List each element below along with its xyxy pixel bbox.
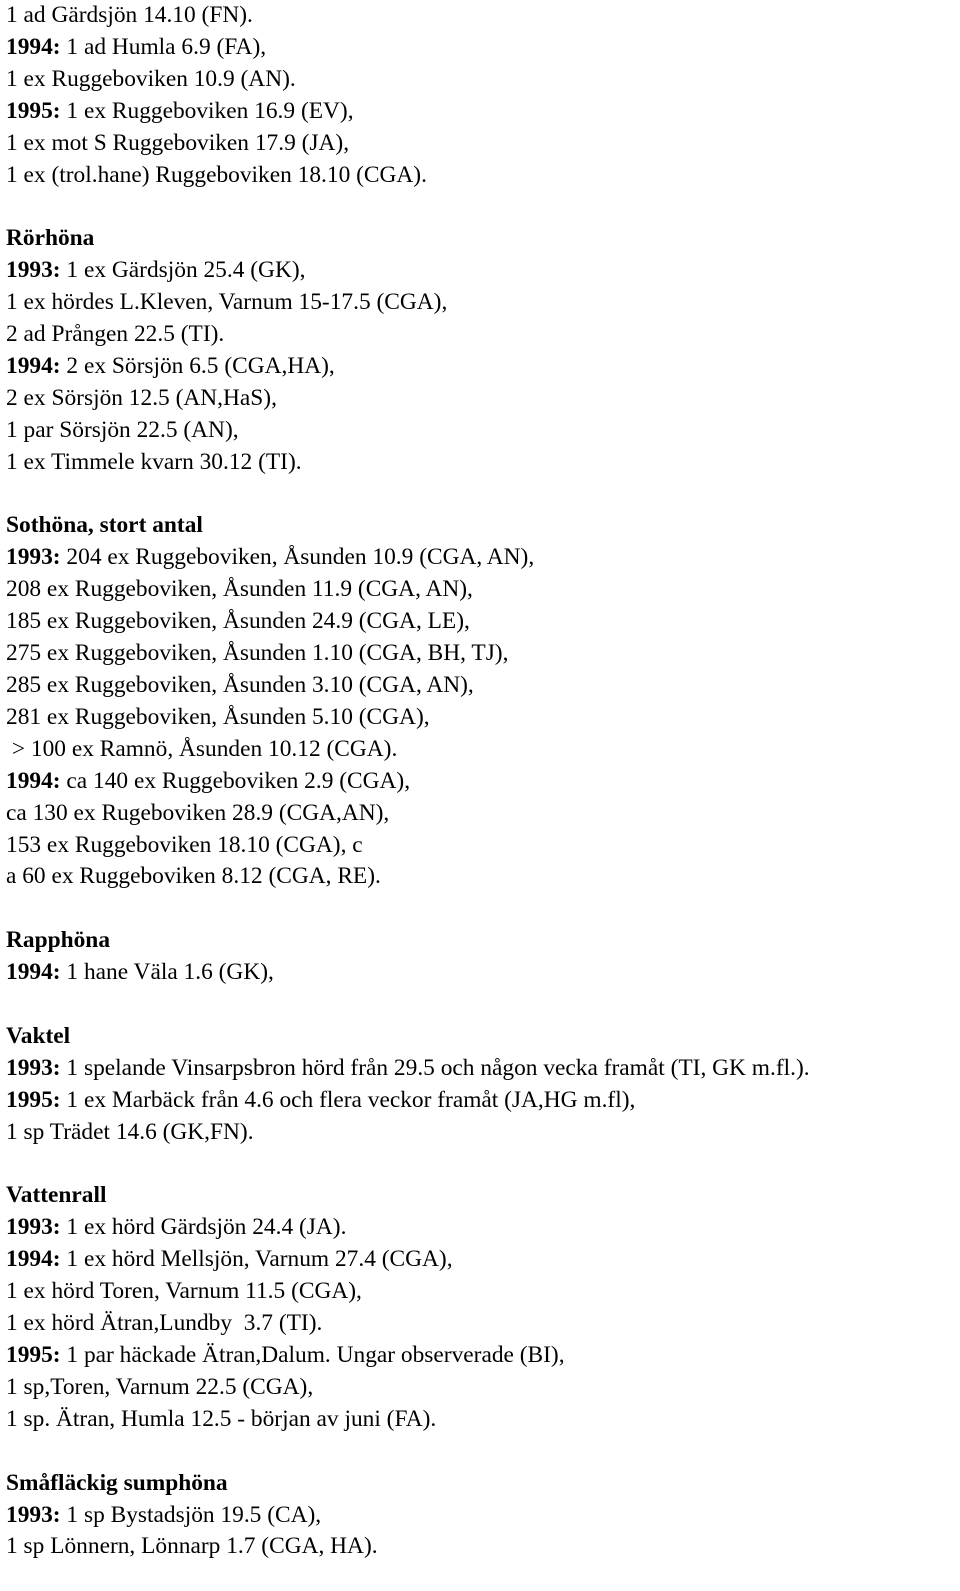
observation-line bbox=[6, 1244, 954, 1276]
observation-text: 1 par häckade Ätran,Dalum. Ungar observerade (BI), bbox=[60, 1341, 565, 1368]
species-heading: Vaktel bbox=[6, 1022, 71, 1049]
blank-line bbox=[6, 191, 954, 223]
year-label: 1995: bbox=[6, 1341, 61, 1368]
observation-text: 208 ex Ruggeboviken, Åsunden 11.9 (CGA, AN), bbox=[6, 576, 473, 603]
observation-text: 1 sp. Ätran, Humla 12.5 - början av juni (FA). bbox=[6, 1405, 437, 1432]
observation-line bbox=[6, 1531, 954, 1563]
observation-line bbox=[6, 1404, 954, 1436]
species-heading: Vattenrall bbox=[6, 1182, 107, 1209]
observation-text: 1 ex hördes L.Kleven, Varnum 15-17.5 (CGA), bbox=[6, 289, 448, 316]
observation-line bbox=[6, 1340, 954, 1372]
observation-text: 1 ex hörd Mellsjön, Varnum 27.4 (CGA), bbox=[60, 1246, 453, 1273]
observation-text: 1 par Sörsjön 22.5 (AN), bbox=[6, 416, 239, 443]
observation-line bbox=[6, 1372, 954, 1404]
year-label: 1994: bbox=[6, 767, 61, 794]
observation-text: 1 sp,Toren, Varnum 22.5 (CGA), bbox=[6, 1373, 314, 1400]
blank-line bbox=[6, 1149, 954, 1181]
observation-text: 1 sp Lönnern, Lönnarp 1.7 (CGA, HA). bbox=[6, 1533, 378, 1560]
observation-text: 185 ex Ruggeboviken, Åsunden 24.9 (CGA, LE), bbox=[6, 608, 470, 635]
observation-line bbox=[6, 606, 954, 638]
species-heading: Småfläckig sumphöna bbox=[6, 1469, 228, 1496]
observation-text: 2 ex Sörsjön 6.5 (CGA,HA), bbox=[60, 352, 335, 379]
observation-line bbox=[6, 255, 954, 287]
observation-text: 1 ex hörd Ätran,Lundby 3.7 (TI). bbox=[6, 1310, 323, 1337]
observation-text: 1 ex Ruggeboviken 16.9 (EV), bbox=[60, 97, 354, 124]
observation-text: 285 ex Ruggeboviken, Åsunden 3.10 (CGA, AN), bbox=[6, 672, 474, 698]
observation-line bbox=[6, 32, 954, 64]
blank-line bbox=[6, 893, 954, 925]
observation-line bbox=[6, 351, 954, 383]
observation-text: 2 ad Prången 22.5 (TI). bbox=[6, 321, 225, 348]
observation-line bbox=[6, 1212, 954, 1244]
observation-text: 1 ex Gärdsjön 25.4 (GK), bbox=[60, 257, 306, 284]
observation-line bbox=[6, 830, 954, 862]
observation-text: 281 ex Ruggeboviken, Åsunden 5.10 (CGA), bbox=[6, 703, 430, 730]
observation-line bbox=[6, 96, 954, 128]
observation-line bbox=[6, 383, 954, 415]
observation-line bbox=[6, 798, 954, 830]
species-heading: Rapphöna bbox=[6, 927, 111, 954]
observation-line bbox=[6, 415, 954, 447]
observation-line bbox=[6, 542, 954, 574]
year-label: 1993: bbox=[6, 1214, 61, 1241]
observation-text: 2 ex Sörsjön 12.5 (AN,HaS), bbox=[6, 384, 277, 411]
observation-line bbox=[6, 702, 954, 734]
blank-line bbox=[6, 989, 954, 1021]
observation-line bbox=[6, 160, 954, 192]
observation-line bbox=[6, 638, 954, 670]
observation-text: ca 140 ex Ruggeboviken 2.9 (CGA), bbox=[60, 767, 411, 794]
blank-line bbox=[6, 479, 954, 511]
observation-line bbox=[6, 1500, 954, 1532]
observation-text: 1 ex hörd Toren, Varnum 11.5 (CGA), bbox=[6, 1278, 362, 1305]
observation-line bbox=[6, 1276, 954, 1308]
observation-line bbox=[6, 1117, 954, 1149]
observation-text: > 100 ex Ramnö, Åsunden 10.12 (CGA). bbox=[6, 735, 398, 762]
observation-text: 1 ex (trol.hane) Ruggeboviken 18.10 (CGA). bbox=[6, 161, 427, 188]
observation-line bbox=[6, 670, 954, 702]
observation-line bbox=[6, 1085, 954, 1117]
year-label: 1993: bbox=[6, 1501, 61, 1528]
observation-line bbox=[6, 319, 954, 351]
year-label: 1993: bbox=[6, 1054, 61, 1081]
observation-line bbox=[6, 1308, 954, 1340]
observation-line bbox=[6, 0, 954, 32]
year-label: 1993: bbox=[6, 257, 61, 284]
observation-line bbox=[6, 574, 954, 606]
observation-line bbox=[6, 861, 954, 893]
observation-text: 1 ad Humla 6.9 (FA), bbox=[60, 33, 267, 60]
observation-line bbox=[6, 766, 954, 798]
species-heading: Sothöna, stort antal bbox=[6, 512, 203, 539]
observation-text: 1 ex Timmele kvarn 30.12 (TI). bbox=[6, 448, 302, 475]
year-label: 1995: bbox=[6, 97, 61, 124]
observation-line bbox=[6, 447, 954, 479]
year-label: 1993: bbox=[6, 544, 61, 571]
observation-line bbox=[6, 957, 954, 989]
observation-text: 1 spelande Vinsarpsbron hörd från 29.5 och någon vecka framåt (TI, GK m.fl.). bbox=[60, 1054, 810, 1081]
observation-text: 275 ex Ruggeboviken, Åsunden 1.10 (CGA, BH, TJ), bbox=[6, 640, 509, 667]
observation-line bbox=[6, 287, 954, 319]
observation-text: 1 ex hörd Gärdsjön 24.4 (JA). bbox=[60, 1214, 347, 1241]
year-label: 1994: bbox=[6, 33, 61, 60]
year-label: 1994: bbox=[6, 1246, 61, 1273]
observation-text: 153 ex Ruggeboviken 18.10 (CGA), c bbox=[6, 831, 363, 858]
species-heading: Rörhöna bbox=[6, 225, 95, 252]
year-label: 1994: bbox=[6, 959, 61, 986]
observation-text: 204 ex Ruggeboviken, Åsunden 10.9 (CGA, AN), bbox=[60, 544, 535, 571]
observation-text: 1 hane Väla 1.6 (GK), bbox=[60, 959, 274, 986]
observation-text: a 60 ex Ruggeboviken 8.12 (CGA, RE). bbox=[6, 863, 381, 890]
observation-text: ca 130 ex Rugeboviken 28.9 (CGA,AN), bbox=[6, 799, 390, 826]
blank-line bbox=[6, 1436, 954, 1468]
observation-line bbox=[6, 734, 954, 766]
observation-text: 1 ex Ruggeboviken 10.9 (AN). bbox=[6, 65, 296, 92]
observation-text: 1 sp Trädet 14.6 (GK,FN). bbox=[6, 1118, 254, 1145]
observation-line bbox=[6, 64, 954, 96]
observation-text: 1 sp Bystadsjön 19.5 (CA), bbox=[60, 1501, 322, 1528]
observation-line bbox=[6, 128, 954, 160]
observation-line bbox=[6, 1053, 954, 1085]
observation-text: 1 ex mot S Ruggeboviken 17.9 (JA), bbox=[6, 129, 350, 156]
observation-text: 1 ad Gärdsjön 14.10 (FN). bbox=[6, 2, 253, 28]
observation-text: 1 ex Marbäck från 4.6 och flera veckor framåt (JA,HG m.fl), bbox=[60, 1086, 636, 1113]
year-label: 1994: bbox=[6, 352, 61, 379]
year-label: 1995: bbox=[6, 1086, 61, 1113]
